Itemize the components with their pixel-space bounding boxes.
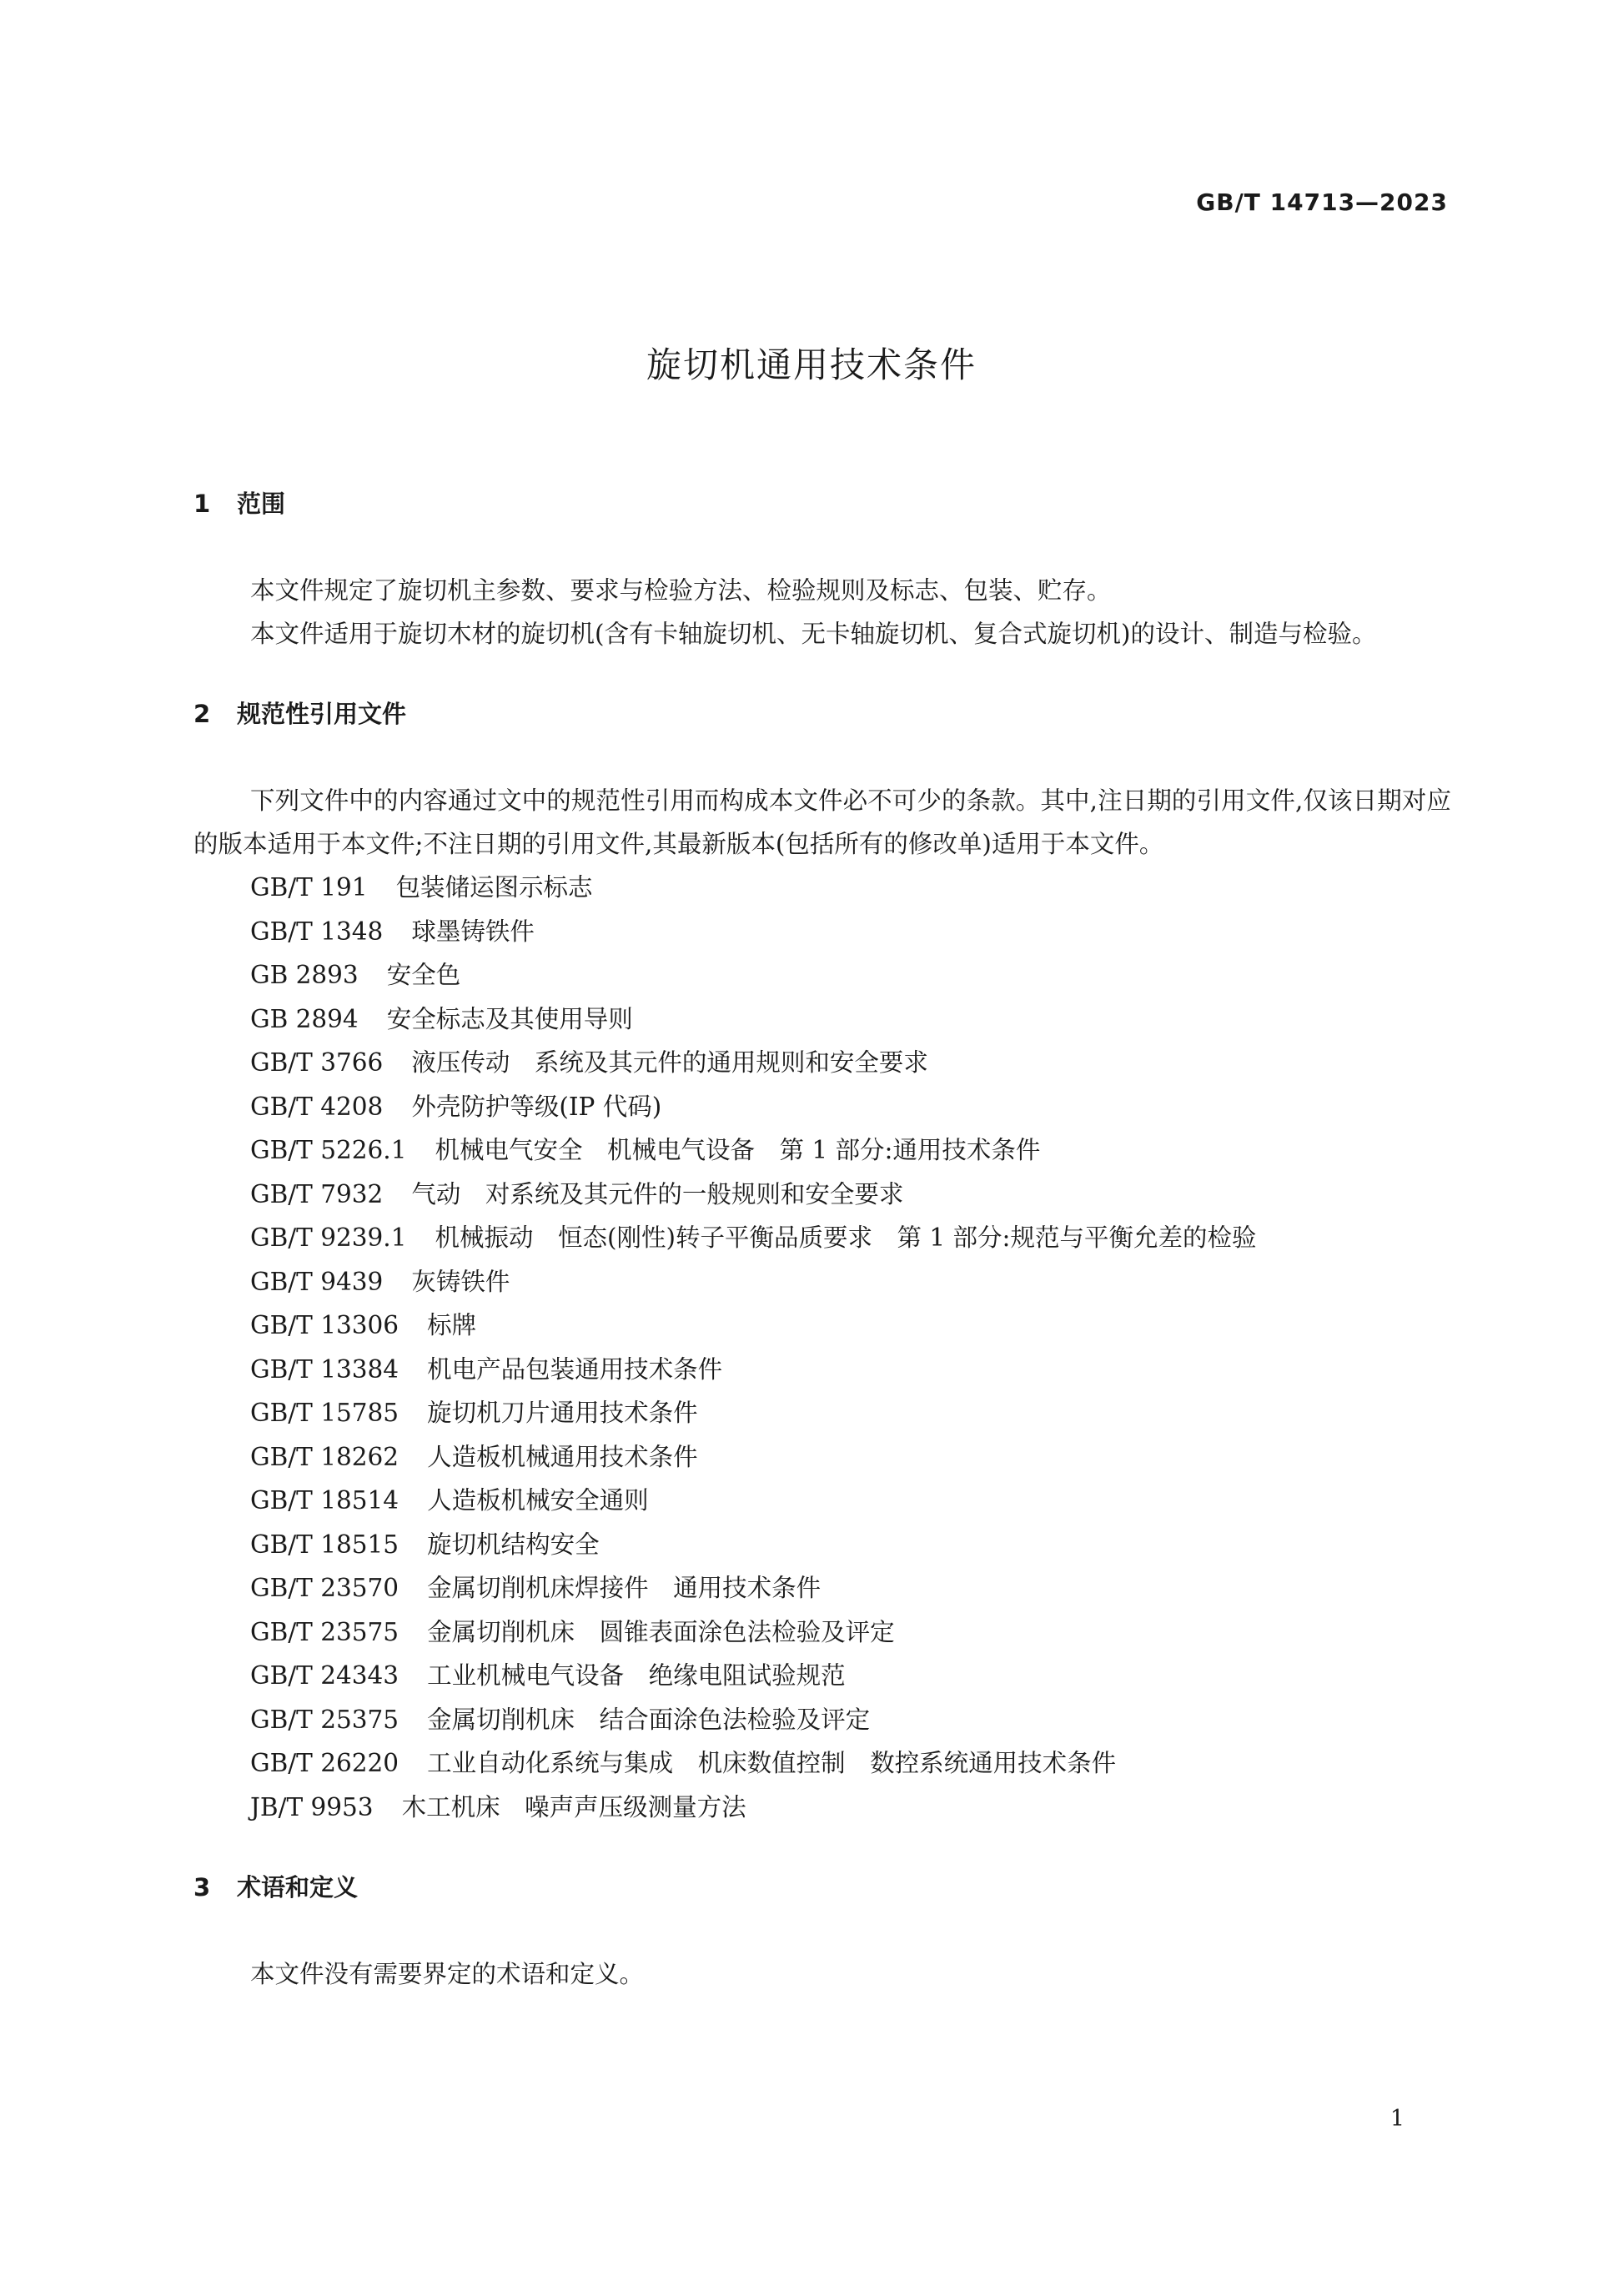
reference-code: GB/T 18515 — [250, 1530, 399, 1559]
reference-title: 机械电气安全 机械电气设备 第 1 部分:通用技术条件 — [435, 1136, 1041, 1164]
section-heading-terms — [193, 1871, 1451, 1904]
reference-list — [193, 866, 1451, 1829]
reference-title: 安全标志及其使用导则 — [386, 1004, 633, 1033]
section-title: 规范性引用文件 — [237, 700, 407, 728]
page-number: 1 — [1389, 2106, 1404, 2132]
reference-title: 金属切削机床焊接件 通用技术条件 — [427, 1574, 822, 1602]
list-item — [193, 1216, 1451, 1260]
section-number: 3 — [193, 1873, 211, 1902]
reference-code: GB/T 9439 — [250, 1267, 384, 1296]
reference-title: 外壳防护等级(IP 代码) — [411, 1092, 662, 1121]
list-item — [193, 1786, 1451, 1830]
reference-code: GB/T 7932 — [250, 1179, 384, 1208]
reference-code: GB/T 4208 — [250, 1092, 384, 1121]
document-title: 旋切机通用技术条件 — [646, 344, 977, 385]
list-item — [193, 1173, 1451, 1217]
reference-title: 工业自动化系统与集成 机床数值控制 数控系统通用技术条件 — [427, 1749, 1117, 1777]
reference-code: GB/T 3766 — [250, 1048, 384, 1077]
reference-code: GB/T 13384 — [250, 1354, 399, 1384]
list-item — [193, 1391, 1451, 1435]
reference-title: 木工机床 噪声声压级测量方法 — [401, 1792, 746, 1821]
reference-code: GB/T 18514 — [250, 1486, 399, 1515]
reference-code: GB/T 23575 — [250, 1617, 399, 1646]
reference-code: GB/T 26220 — [250, 1749, 399, 1777]
reference-code: GB/T 18262 — [250, 1442, 399, 1471]
reference-code: GB/T 13306 — [250, 1311, 399, 1339]
reference-title: 灰铸铁件 — [411, 1267, 510, 1296]
reference-title: 旋切机结构安全 — [427, 1530, 600, 1559]
list-item — [193, 1698, 1451, 1742]
section-title: 范围 — [237, 490, 286, 518]
reference-title: 气动 对系统及其元件的一般规则和安全要求 — [411, 1179, 904, 1208]
list-item — [193, 1348, 1451, 1392]
section-number: 2 — [193, 700, 211, 728]
list-item — [193, 1085, 1451, 1129]
section-heading-scope — [193, 487, 1451, 520]
section-number: 1 — [193, 490, 211, 518]
reference-title: 机电产品包装通用技术条件 — [427, 1354, 723, 1384]
section-title: 术语和定义 — [237, 1873, 359, 1902]
paragraph: 下列文件中的内容通过文中的规范性引用而构成本文件必不可少的条款。其中,注日期的引用文件,仅该日期对应的版本适用于本文件;不注日期的引用文件,其最新版本(包括所有的修改单)适用于本文件。 — [193, 786, 1451, 858]
reference-code: GB/T 5226.1 — [250, 1136, 407, 1164]
list-item — [193, 1128, 1451, 1173]
reference-title: 机械振动 恒态(刚性)转子平衡品质要求 第 1 部分:规范与平衡允差的检验 — [435, 1223, 1257, 1252]
list-item — [193, 1479, 1451, 1523]
reference-title: 金属切削机床 结合面涂色法检验及评定 — [427, 1705, 871, 1734]
reference-title: 球墨铸铁件 — [411, 917, 535, 946]
reference-code: GB/T 23570 — [250, 1574, 399, 1602]
paragraph: 本文件适用于旋切木材的旋切机(含有卡轴旋切机、无卡轴旋切机、复合式旋切机)的设计、制造与检验。 — [250, 620, 1377, 648]
list-item — [193, 866, 1451, 910]
list-item — [193, 1654, 1451, 1698]
list-item — [193, 1041, 1451, 1085]
document-body — [193, 487, 1451, 1996]
list-item — [193, 1610, 1451, 1655]
list-item — [193, 1566, 1451, 1610]
reference-title: 液压传动 系统及其元件的通用规则和安全要求 — [411, 1048, 928, 1077]
reference-code: JB/T 9953 — [250, 1792, 374, 1821]
list-item — [193, 997, 1451, 1042]
reference-code: GB/T 191 — [250, 873, 368, 902]
list-item — [193, 1304, 1451, 1348]
reference-code: GB 2894 — [250, 1004, 359, 1033]
reference-title: 旋切机刀片通用技术条件 — [427, 1399, 698, 1427]
reference-code: GB/T 24343 — [250, 1661, 399, 1690]
list-item — [193, 1435, 1451, 1480]
reference-code: GB/T 15785 — [250, 1399, 399, 1427]
paragraph: 本文件规定了旋切机主参数、要求与检验方法、检验规则及标志、包装、贮存。 — [250, 576, 1112, 605]
reference-title: 标牌 — [427, 1311, 477, 1339]
list-item — [193, 953, 1451, 997]
reference-code: GB/T 9239.1 — [250, 1223, 407, 1252]
reference-code: GB/T 25375 — [250, 1705, 399, 1734]
paragraph: 本文件没有需要界定的术语和定义。 — [250, 1960, 645, 1988]
reference-title: 金属切削机床 圆锥表面涂色法检验及评定 — [427, 1617, 895, 1646]
reference-title: 安全色 — [386, 961, 461, 989]
list-item — [193, 1260, 1451, 1304]
standard-code: GB/T 14713—2023 — [1196, 188, 1448, 216]
reference-title: 人造板机械通用技术条件 — [427, 1442, 698, 1471]
reference-code: GB 2893 — [250, 961, 359, 989]
list-item — [193, 1523, 1451, 1567]
reference-title: 工业机械电气设备 绝缘电阻试验规范 — [427, 1661, 846, 1690]
section-heading-normative-references — [193, 697, 1451, 731]
reference-title: 人造板机械安全通则 — [427, 1486, 649, 1515]
reference-code: GB/T 1348 — [250, 917, 384, 946]
list-item — [193, 910, 1451, 954]
list-item — [193, 1741, 1451, 1786]
reference-title: 包装储运图示标志 — [395, 873, 593, 902]
